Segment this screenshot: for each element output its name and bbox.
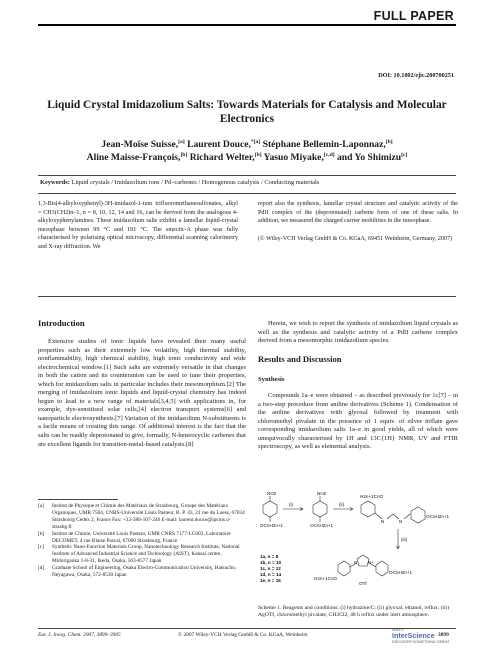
- logo-sub-text: DISCOVER SOMETHING GREAT: [392, 640, 450, 644]
- series-1e: 1e, n = 16: [260, 578, 281, 583]
- no2-label: NO2: [267, 491, 277, 496]
- abstract-right: [258, 200, 458, 243]
- och-label-4: OCnH2n+1: [389, 570, 413, 575]
- keywords-rule-top: [38, 175, 456, 176]
- series-1d: 1d, n = 14: [260, 572, 282, 577]
- otf-label: OTf: [359, 581, 367, 586]
- imidazolium-nplus: N+: [368, 560, 375, 565]
- doi-line: DOI: 10.1002/ejic.200700251: [378, 72, 454, 79]
- logo-main-text: InterScience: [392, 631, 435, 640]
- series-1c: 1c, n = 12: [260, 566, 281, 571]
- intro-paragraph-text: Extensive studies of ionic liquids have revealed their many useful properties such as their extremely low volatility, high thermal stability, nonflammability, high chemical stability, high ionic conductivity and wide electrochemical window.[1] Such salts are extremely versatile in that changes in both the cation and its counteranion can be used to tune their properties, which for imidazolium salts in particular includes their mesomorphism.[2] The merging of imidazolium ionic liquids and liquid-crystal chemistry has indeed begun to lead to a new range of materials[3,4,5] with applications in, for example, dye-sensitised solar cells,[4] electron transport systems[6] and nanoparticle electrosynthesis.[7] Variation of the imidazolium N-substituents is a facile means of creating this range. Of additional interest is the fact that the salts can be readily deprotonated to give, formally, N-heterocyclic carbenes that are excellent ligands for transition-metal-based catalysts.[8]: [38, 338, 246, 448]
- keywords-line: [40, 179, 454, 186]
- right-intro-text: Herein, we wish to report the synthesis of imidazolium liquid crystals as well as the synthesis and catalytic activity of a PdII carbene complex derived from a mesomorphic imidazolium species.: [258, 320, 458, 345]
- imine-n-1: N: [381, 519, 385, 524]
- author-affiliation: [c,d]: [323, 151, 335, 158]
- abstract-left: 1,3-Bis(4-alkyloxyphenyl)-3H-imidazol-1-ium trifluoromethanesulfonates, alkyl = CH3(CH2)n–1, n = 8, 10, 12, 14 and 16, can be derived from the analogous 4-alkyloxyphenylamines. These imidazolium salts exhibit a lamellar liquid-crystal mesophase between 99 °C and 191 °C. The smectic-A phase was fully characterised by polarising optical microscopy, differential scanning calorimetry and X-ray diffraction. We: [38, 201, 238, 250]
- benzene-ring-5: [338, 561, 350, 576]
- och-label-1: OCnH2n+1: [260, 523, 284, 528]
- author-line-1: [40, 138, 454, 151]
- affiliation-tag: [b]: [38, 530, 45, 537]
- affiliation-tag: [c]: [38, 544, 44, 551]
- author-affiliation: *[a]: [250, 138, 261, 145]
- results-heading: Results and Discussion: [258, 354, 342, 364]
- step-iii-label: (iii): [401, 537, 408, 542]
- author-affiliation: [b]: [254, 151, 262, 158]
- scheme-caption: Scheme 1. Reagents and conditions: (i) hydrazine/C; (ii) glyoxal, ethanol, reflux; (iii) AgOTf, chloromethyl pivalate, CH2Cl2, 48 h reflux under inert atmosphere.: [258, 605, 450, 618]
- author-list: [40, 138, 454, 164]
- series-1a: 1a, n = 8: [260, 554, 279, 559]
- author-name: Jean-Moïse Suisse,: [101, 139, 179, 150]
- logo-small-text: WILEY: [392, 628, 404, 632]
- keywords-items: Liquid crystals / Imidazolium ions / Pd–carbenes / Homogenous catalysis / Conducting materials: [71, 179, 320, 186]
- benzene-ring-3: [361, 501, 375, 517]
- synthesis-text: Compounds 1a–e were obtained – as described previously for 1c[7] – in a two-step procedure from aniline derivatives (Scheme 1). Condensation of the aniline derivatives with glyoxal followed by treatment with chloromethyl pivalate in the presence of 1 equiv. of silver triflate gave corresponding imidazolium salts 1a–e in good yields, all of which were unequivocally characterised by 1H and 13C{1H} NMR, UV and FTIR spectroscopy, as well as elemental analysis.: [258, 392, 458, 451]
- series-1b: 1b, n = 10: [260, 560, 282, 565]
- author-name: Aline Maisse-François,: [86, 152, 181, 163]
- author-name: Richard Welter,: [189, 152, 255, 163]
- benzene-ring-6: [376, 561, 388, 576]
- affiliation-a: [38, 503, 248, 531]
- benzene-ring-4: [411, 507, 425, 523]
- footer-journal: Eur. J. Inorg. Chem. 2007, 3899–3905: [38, 632, 121, 638]
- och-label-2: OCnH2n+1: [310, 523, 334, 528]
- imidazolium-n: N: [354, 560, 358, 565]
- och-label-3: OCnH2n+1: [426, 514, 450, 519]
- right-intro-paragraph: [258, 320, 458, 346]
- synthesis-paragraph: [258, 392, 458, 452]
- affiliation-tag: [d]: [38, 565, 45, 572]
- keywords-label: Keywords:: [40, 179, 70, 186]
- intro-paragraph: [38, 338, 246, 449]
- abstract-copyright: (© Wiley-VCH Verlag GmbH & Co. KGaA, 69451 Weinheim, Germany, 2007): [258, 235, 453, 242]
- keywords-rule-bottom: [38, 193, 456, 194]
- article-title: Liquid Crystal Imidazolium Salts: Towards Materials for Catalysis and Molecular Electronics: [47, 99, 447, 125]
- author-name: and Yo Shimizu: [336, 152, 402, 163]
- scheme-1-reaction: [258, 489, 458, 602]
- footer-copyright: © 2007 Wiley-VCH Verlag GmbH & Co. KGaA, Weinheim: [178, 632, 308, 638]
- author-affiliation: [a]: [178, 138, 185, 145]
- affiliation-tag: [a]: [38, 503, 44, 509]
- author-line-2: [40, 151, 454, 164]
- running-header-label: FULL PAPER: [373, 9, 454, 23]
- benzene-ring-2: [313, 501, 327, 517]
- affiliation-d: [38, 565, 248, 579]
- author-affiliation: [c]: [401, 151, 408, 158]
- hcc-label: H2n+1CnO: [360, 494, 384, 499]
- affiliations: [38, 503, 248, 579]
- author-name: Stéphane Bellemin-Laponnaz,: [262, 139, 386, 150]
- abstract-rule: [38, 296, 456, 297]
- imine-n-2: N: [399, 519, 403, 524]
- step-i-label: (i): [289, 502, 294, 507]
- affiliation-c: [38, 544, 248, 565]
- footer-page-number: 3899: [438, 632, 449, 638]
- hcc-label-2: H2n+1CnO: [314, 576, 338, 581]
- affiliation-text: Synthetic Nano-Function Materials Group, Nanotechnology Research Institute, National Institute of Advanced Industrial Science and Technology (AIST), Kansai centre, Midorigaoka 1-8-31, Ikeda, Osaka, 563-8577 Japan: [52, 544, 240, 565]
- synthesis-heading: Synthesis: [258, 376, 285, 383]
- nh2-label: NH2: [317, 491, 327, 496]
- header-rule: [38, 24, 456, 26]
- author-affiliation: [b]: [385, 138, 393, 145]
- author-affiliation: [b]: [180, 151, 188, 158]
- abstract-right-text: report also the synthesis, lamellar crystal structure and catalytic activity of the PdII complex of the (deprotonated) carbene form of one of these salts. In addition, we measured the charged carrier mobilities in the mesophase.: [258, 201, 458, 225]
- affiliation-b: [38, 531, 248, 545]
- intro-heading: Introduction: [38, 318, 85, 328]
- benzene-ring-1: [263, 501, 277, 517]
- affiliation-text: Institut de Chimie, Université Louis Pasteur, UMR CNRS 7177-LC003, Laboratoire DECOMET, 4 rue Blaise Pascal, 67000 Strasbourg, France: [52, 530, 231, 544]
- author-name: Yasuo Miyake,: [263, 152, 324, 163]
- footnote-rule: [38, 499, 118, 500]
- step-ii-label: (ii): [339, 502, 345, 507]
- affiliation-text: Graduate School of Engineering, Osaka Electro-Communication University, Hatsucho, Neyagawa, Osaka, 572-8530 Japan: [52, 565, 237, 579]
- affiliation-text: Institut de Physique et Chimie des Matériaux de Strasbourg, Groupe des Matériaux Organiques, UMR 7504, CNRS-Université Louis Pasteur, B. P. 43, 23 rue du Loess, 67034 Strasbourg Cedex 2, France Fax: +33-388-107-246 E-mail: laurent.douce@ipcms.u-strasbg.fr: [52, 503, 245, 530]
- author-name: Laurent Douce,: [187, 139, 251, 150]
